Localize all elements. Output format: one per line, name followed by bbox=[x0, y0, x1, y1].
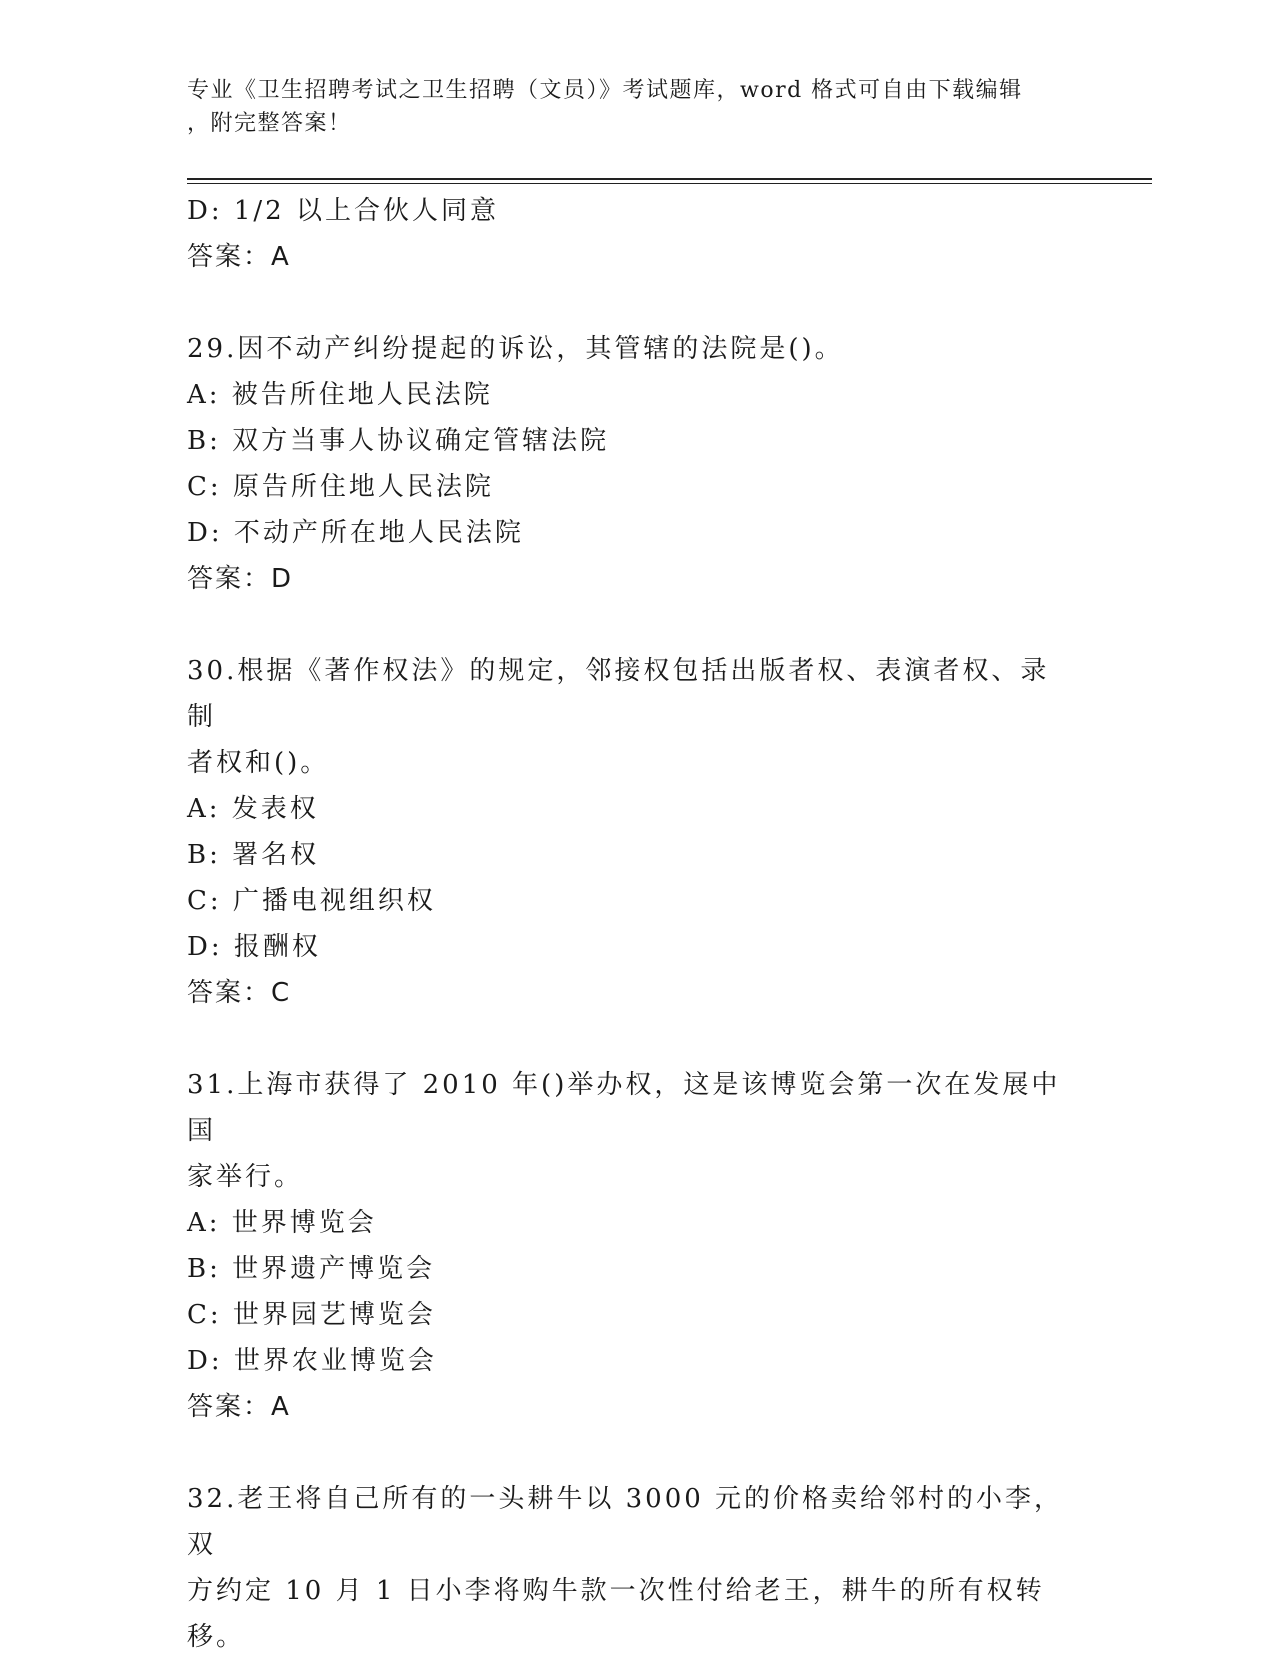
answer-line: 答案：A bbox=[187, 1392, 291, 1422]
answer-line: 答案：C bbox=[187, 978, 292, 1008]
option-a: A: 世界博览会 bbox=[187, 1208, 377, 1238]
option-d: D: 不动产所在地人民法院 bbox=[187, 518, 524, 548]
question-29 bbox=[187, 326, 1072, 602]
page-header bbox=[187, 74, 1067, 140]
header-rule-thick bbox=[187, 178, 1152, 180]
question-content bbox=[187, 188, 1072, 1660]
question-title: 29.因不动产纠纷提起的诉讼，其管辖的法院是()。 bbox=[187, 334, 844, 364]
option-d: D: 1/2 以上合伙人同意 bbox=[187, 196, 499, 226]
question-title-line-1: 32.老王将自己所有的一头耕牛以 3000 元的价格卖给邻村的小李，双 bbox=[187, 1484, 1064, 1560]
question-title-line-2: 者权和()。 bbox=[187, 748, 330, 778]
header-rule-thin bbox=[187, 183, 1152, 184]
answer-line: 答案：A bbox=[187, 242, 291, 272]
previous-question-tail bbox=[187, 188, 1072, 280]
question-32 bbox=[187, 1476, 1072, 1660]
question-title-line-2: 家举行。 bbox=[187, 1162, 304, 1192]
option-c: C: 广播电视组织权 bbox=[187, 886, 436, 916]
header-text-line-2: ，附完整答案！ bbox=[187, 111, 352, 136]
question-title-line-1: 31.上海市获得了 2010 年()举办权，这是该博览会第一次在发展中国 bbox=[187, 1070, 1061, 1146]
option-b: B: 双方当事人协议确定管辖法院 bbox=[187, 426, 610, 456]
option-d: D: 世界农业博览会 bbox=[187, 1346, 437, 1376]
option-b: B: 世界遗产博览会 bbox=[187, 1254, 436, 1284]
answer-line: 答案：D bbox=[187, 564, 294, 594]
option-c: C: 世界园艺博览会 bbox=[187, 1300, 436, 1330]
option-b: B: 署名权 bbox=[187, 840, 320, 870]
question-30 bbox=[187, 648, 1072, 1016]
option-c: C: 原告所住地人民法院 bbox=[187, 472, 494, 502]
option-a: A: 发表权 bbox=[187, 794, 319, 824]
question-title-line-1: 30.根据《著作权法》的规定，邻接权包括出版者权、表演者权、录制 bbox=[187, 656, 1050, 732]
question-31 bbox=[187, 1062, 1072, 1430]
header-text-line-1: 专业《卫生招聘考试之卫生招聘（文员）》考试题库，word 格式可自由下载编辑 bbox=[187, 78, 1023, 103]
question-title-line-2: 方约定 10 月 1 日小李将购牛款一次性付给老王，耕牛的所有权转移。 bbox=[187, 1576, 1045, 1652]
option-d: D: 报酬权 bbox=[187, 932, 321, 962]
option-a: A: 被告所住地人民法院 bbox=[187, 380, 493, 410]
